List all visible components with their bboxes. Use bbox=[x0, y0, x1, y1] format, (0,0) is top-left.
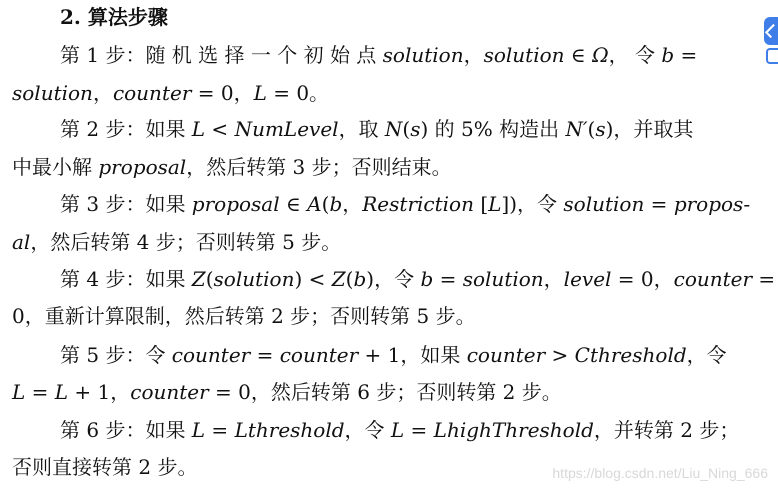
math-term: Lthreshold bbox=[234, 418, 345, 442]
math-term: b bbox=[420, 267, 434, 291]
math-term: solution bbox=[382, 43, 464, 67]
math-term: Cthreshold bbox=[574, 343, 687, 367]
text-run: 0，重新计算限制，然后转第 2 步；否则转第 5 步。 bbox=[12, 304, 476, 328]
text-line bbox=[12, 375, 562, 409]
text-run: = 0。 bbox=[266, 81, 330, 105]
text-line bbox=[60, 338, 727, 372]
text-line bbox=[60, 38, 697, 72]
math-term: L bbox=[191, 418, 206, 442]
math-term: counter bbox=[279, 343, 359, 367]
text-line bbox=[60, 187, 750, 221]
math-term: b bbox=[661, 43, 675, 67]
text-run: ∈ bbox=[564, 43, 593, 67]
text-run: = 0，然后转第 6 步；否则转第 2 步。 bbox=[208, 380, 562, 404]
math-term: L bbox=[12, 380, 26, 404]
text-run: = bbox=[404, 418, 434, 442]
math-term: Z bbox=[331, 267, 346, 291]
text-run: ， bbox=[543, 267, 564, 291]
math-term: propos- bbox=[673, 192, 751, 216]
text-run: ) 的 5% 构造出 bbox=[420, 117, 566, 141]
math-term: b bbox=[329, 192, 343, 216]
math-term: counter bbox=[171, 343, 251, 367]
text-run: = bbox=[205, 418, 235, 442]
text-run: ( bbox=[321, 192, 330, 216]
math-term: solution bbox=[563, 192, 645, 216]
math-term: N bbox=[384, 117, 403, 141]
text-run: 第 6 步：如果 bbox=[60, 418, 192, 442]
text-run: ，令 bbox=[344, 418, 391, 442]
text-line bbox=[12, 150, 452, 184]
text-run: ， bbox=[463, 43, 484, 67]
math-term: solution bbox=[462, 267, 544, 291]
text-run: ( bbox=[345, 267, 354, 291]
text-run: = bbox=[674, 43, 698, 67]
math-term: L bbox=[253, 81, 267, 105]
text-run: = bbox=[250, 343, 280, 367]
text-run: ， bbox=[92, 81, 113, 105]
math-term: L bbox=[54, 380, 69, 404]
text-line bbox=[60, 112, 693, 146]
text-run: ，然后转第 4 步；否则转第 5 步。 bbox=[30, 230, 342, 254]
text-run: ，并转第 2 步； bbox=[593, 418, 740, 442]
math-term: al bbox=[12, 230, 31, 254]
math-term: A bbox=[307, 192, 322, 216]
text-line bbox=[12, 76, 329, 110]
text-line bbox=[12, 450, 197, 484]
text-run: 中最小解 bbox=[12, 155, 99, 179]
text-run: ，然后转第 3 步；否则结束。 bbox=[186, 155, 452, 179]
math-term: LhighThreshold bbox=[433, 418, 594, 442]
text-run: 第 5 步：令 bbox=[60, 343, 172, 367]
text-run: ∈ bbox=[279, 192, 308, 216]
text-run: ， 令 bbox=[608, 43, 662, 67]
text-run: 第 4 步：如果 bbox=[60, 267, 192, 291]
text-line bbox=[60, 262, 775, 296]
math-term: counter bbox=[466, 343, 546, 367]
math-term: L bbox=[390, 418, 405, 442]
text-line bbox=[60, 413, 739, 447]
text-run: = 0， bbox=[611, 267, 674, 291]
text-run: = bbox=[752, 267, 776, 291]
math-term: Restriction bbox=[362, 192, 474, 216]
text-run: )，令 bbox=[366, 267, 421, 291]
math-term: proposal bbox=[191, 192, 280, 216]
text-run: + 1， bbox=[68, 380, 131, 404]
text-run: ，取 bbox=[338, 117, 385, 141]
text-run: = bbox=[433, 267, 463, 291]
text-run: ( bbox=[587, 117, 596, 141]
text-run: ， bbox=[342, 192, 363, 216]
text-run: 第 1 步：随 机 选 择 一 个 初 始 点 bbox=[60, 43, 383, 67]
math-term: counter bbox=[130, 380, 209, 404]
math-term: level bbox=[563, 267, 612, 291]
text-run: ( bbox=[402, 117, 411, 141]
text-run: = bbox=[644, 192, 674, 216]
text-run: = bbox=[25, 380, 55, 404]
section-heading: 2. 算法步骤 bbox=[60, 5, 168, 29]
check-icon[interactable] bbox=[764, 17, 778, 45]
math-term: counter bbox=[112, 81, 192, 105]
math-term: solution bbox=[12, 81, 93, 105]
text-run: ) < bbox=[294, 267, 332, 291]
math-term: counter bbox=[673, 267, 753, 291]
math-term: s bbox=[595, 117, 606, 141]
text-run: [ bbox=[473, 192, 489, 216]
math-term: s bbox=[410, 117, 421, 141]
text-run: )，并取其 bbox=[605, 117, 694, 141]
side-tab-icon[interactable] bbox=[766, 48, 778, 64]
math-term: proposal bbox=[98, 155, 187, 179]
text-run: 第 3 步：如果 bbox=[60, 192, 192, 216]
text-run: + 1，如果 bbox=[358, 343, 467, 367]
math-term: Z bbox=[191, 267, 206, 291]
math-term: N′ bbox=[565, 117, 588, 141]
math-term: b bbox=[353, 267, 367, 291]
text-run: ])，令 bbox=[501, 192, 564, 216]
watermark: https://blog.csdn.net/Liu_Ning_666 bbox=[552, 465, 768, 481]
text-run: < bbox=[205, 117, 235, 141]
math-term: solution bbox=[213, 267, 295, 291]
text-run: 否则直接转第 2 步。 bbox=[12, 455, 198, 479]
text-line bbox=[12, 225, 341, 259]
math-term: L bbox=[488, 192, 502, 216]
text-run: = 0， bbox=[191, 81, 254, 105]
text-run: ，令 bbox=[686, 343, 727, 367]
text-line bbox=[12, 299, 476, 333]
math-term: L bbox=[191, 117, 206, 141]
text-run: ( bbox=[205, 267, 214, 291]
math-term: solution bbox=[483, 43, 565, 67]
math-term: Ω bbox=[592, 43, 609, 67]
math-term: NumLevel bbox=[234, 117, 339, 141]
text-run: 第 2 步：如果 bbox=[60, 117, 192, 141]
text-run: > bbox=[545, 343, 575, 367]
